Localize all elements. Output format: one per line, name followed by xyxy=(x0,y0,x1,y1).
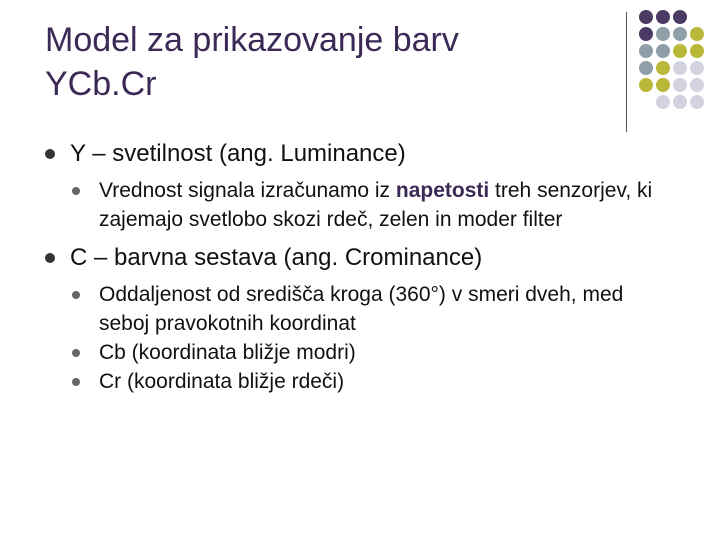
bullet-item-luminance xyxy=(45,138,685,170)
sub-bullet-text-post: treh senzorjev, ki zajemajo svetlobo skozi rdeč, zelen in moder filter xyxy=(99,179,653,231)
bullet-text: C – barvna sestava (ang. Crominance) xyxy=(70,244,483,271)
sub-bullet-text-pre: Vrednost signala izračunamo iz xyxy=(99,179,396,202)
decorative-dot xyxy=(639,44,653,58)
sub-bullet-item-cr xyxy=(45,367,659,396)
decorative-dot xyxy=(690,78,704,92)
sub-bullet-item-signal xyxy=(45,176,659,234)
decorative-dot xyxy=(639,78,653,92)
decorative-dot-grid xyxy=(612,10,720,120)
slide-title-line2: YCb.Cr xyxy=(45,65,157,103)
decorative-dot xyxy=(673,61,687,75)
sub-bullet-text: Cr (koordinata bližje rdeči) xyxy=(99,370,345,393)
slide-title xyxy=(45,18,605,106)
bullet-group-crominance xyxy=(45,242,685,396)
slide-title-line1: Model za prikazovanje barv xyxy=(45,21,459,59)
bullet-dot-icon xyxy=(45,149,55,159)
decorative-dot xyxy=(656,10,670,24)
decorative-dot xyxy=(656,27,670,41)
decorative-dot xyxy=(673,95,687,109)
sub-bullet-dot-icon xyxy=(72,291,80,299)
decorative-dot xyxy=(690,61,704,75)
sub-bullet-text: Cb (koordinata bližje modri) xyxy=(99,341,356,364)
decorative-dot xyxy=(673,44,687,58)
decorative-dot xyxy=(673,10,687,24)
sub-bullet-highlight: napetosti xyxy=(395,179,490,202)
decorative-dot xyxy=(690,27,704,41)
decorative-dot xyxy=(639,10,653,24)
sub-bullet-item-cb xyxy=(45,338,659,367)
decorative-dot xyxy=(656,78,670,92)
bullet-item-crominance xyxy=(45,242,685,274)
decorative-dot xyxy=(690,44,704,58)
decorative-dot xyxy=(656,95,670,109)
decorative-dot xyxy=(639,27,653,41)
bullet-text: Y – svetilnost (ang. Luminance) xyxy=(70,140,406,167)
decorative-dot xyxy=(673,78,687,92)
slide-body xyxy=(45,138,685,396)
decorative-dot xyxy=(656,61,670,75)
decorative-dot xyxy=(690,95,704,109)
decorative-dot xyxy=(656,44,670,58)
sub-bullet-text: Oddaljenost od središča kroga (360°) v smeri dveh, med seboj pravokotnih koordinat xyxy=(99,283,624,335)
bullet-group-luminance xyxy=(45,138,685,234)
decorative-dot xyxy=(639,61,653,75)
bullet-dot-icon xyxy=(45,253,55,263)
sub-bullet-item-distance xyxy=(45,280,659,338)
decorative-dot xyxy=(673,27,687,41)
sub-bullet-dot-icon xyxy=(72,378,80,386)
sub-bullet-dot-icon xyxy=(72,349,80,357)
sub-bullet-dot-icon xyxy=(72,187,80,195)
